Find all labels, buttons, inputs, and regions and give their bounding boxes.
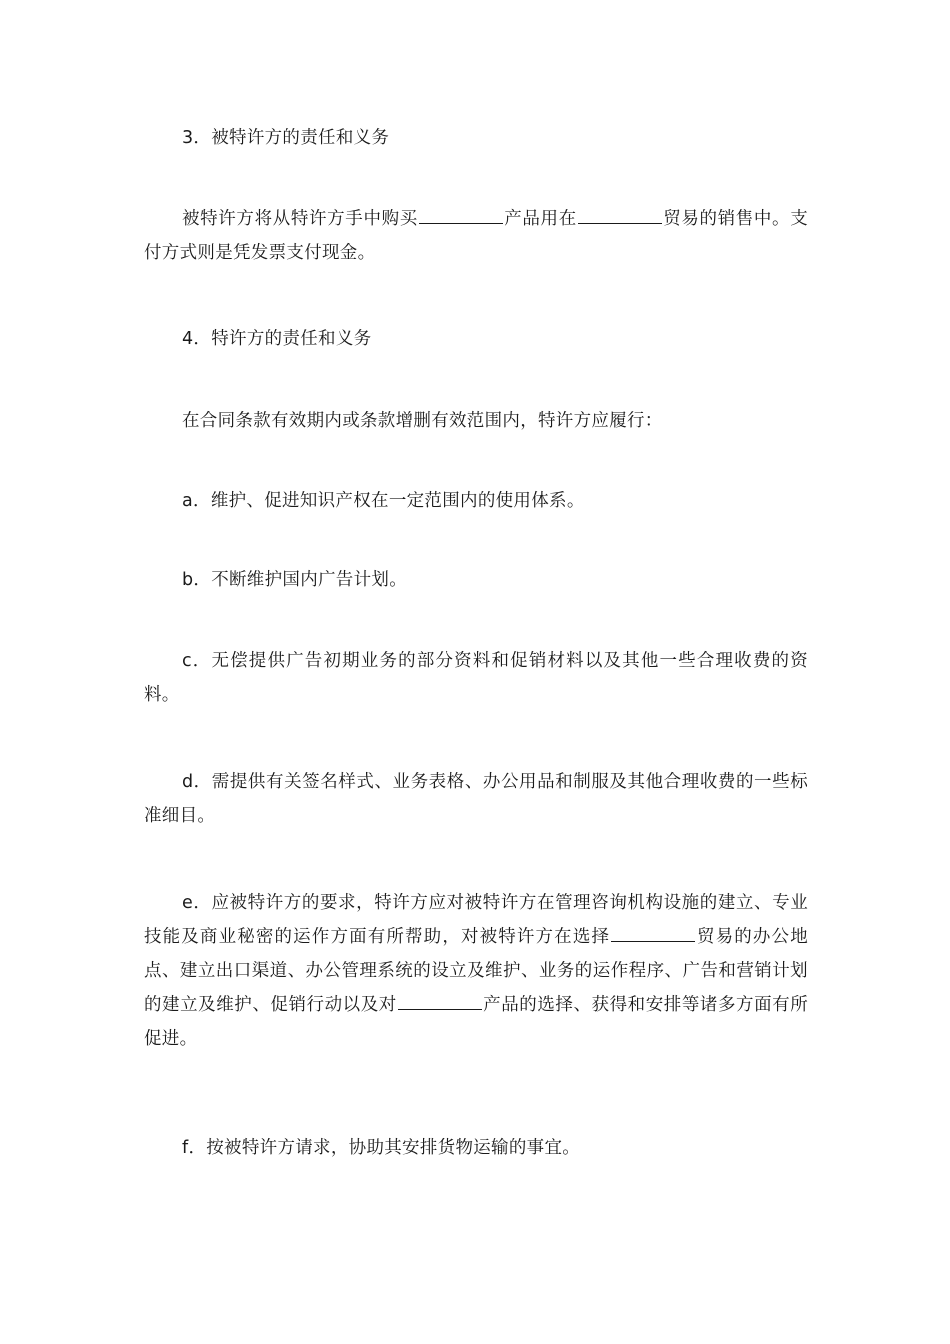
list-item-f: f．按被特许方请求，协助其安排货物运输的事宜。 (182, 1138, 581, 1158)
list-item-c: c．无偿提供广告初期业务的部分资料和促销材料以及其他一些合理收费的资料。 (144, 651, 808, 705)
list-item-a: a．维护、促进知识产权在一定范围内的使用体系。 (182, 491, 585, 511)
fill-blank[interactable] (578, 205, 662, 224)
fill-blank[interactable] (611, 923, 695, 942)
list-item-e: e．应被特许方的要求，特许方应对被特许方在管理咨询机构设施的建立、专业技能及商业秘密的运作方面有所帮助，对被特许方在选择 贸易的办公地点、建立出口渠道、办公管理系统的设立及维护、业务的运作程序、广告和营销计划的建立及维护、促销行动以及对 产品的选择、获得和安排等诸多方面有所促进。 (144, 893, 808, 1049)
list-item-d: d．需提供有关签名样式、业务表格、办公用品和制服及其他合理收费的一些标准细目。 (144, 772, 808, 826)
paragraph-obligations-intro: 在合同条款有效期内或条款增删有效范围内，特许方应履行： (182, 411, 663, 431)
section-heading-3: 3．被特许方的责任和义务 (182, 128, 390, 148)
fill-blank[interactable] (398, 991, 482, 1010)
list-item-b: b．不断维护国内广告计划。 (182, 570, 408, 590)
document-page (144, 0, 808, 1344)
paragraph-purchase: 被特许方将从特许方手中购买 产品用在 贸易的销售中。支付方式则是凭发票支付现金。 (144, 202, 808, 270)
section-heading-4: 4．特许方的责任和义务 (182, 329, 372, 349)
fill-blank[interactable] (419, 205, 503, 224)
